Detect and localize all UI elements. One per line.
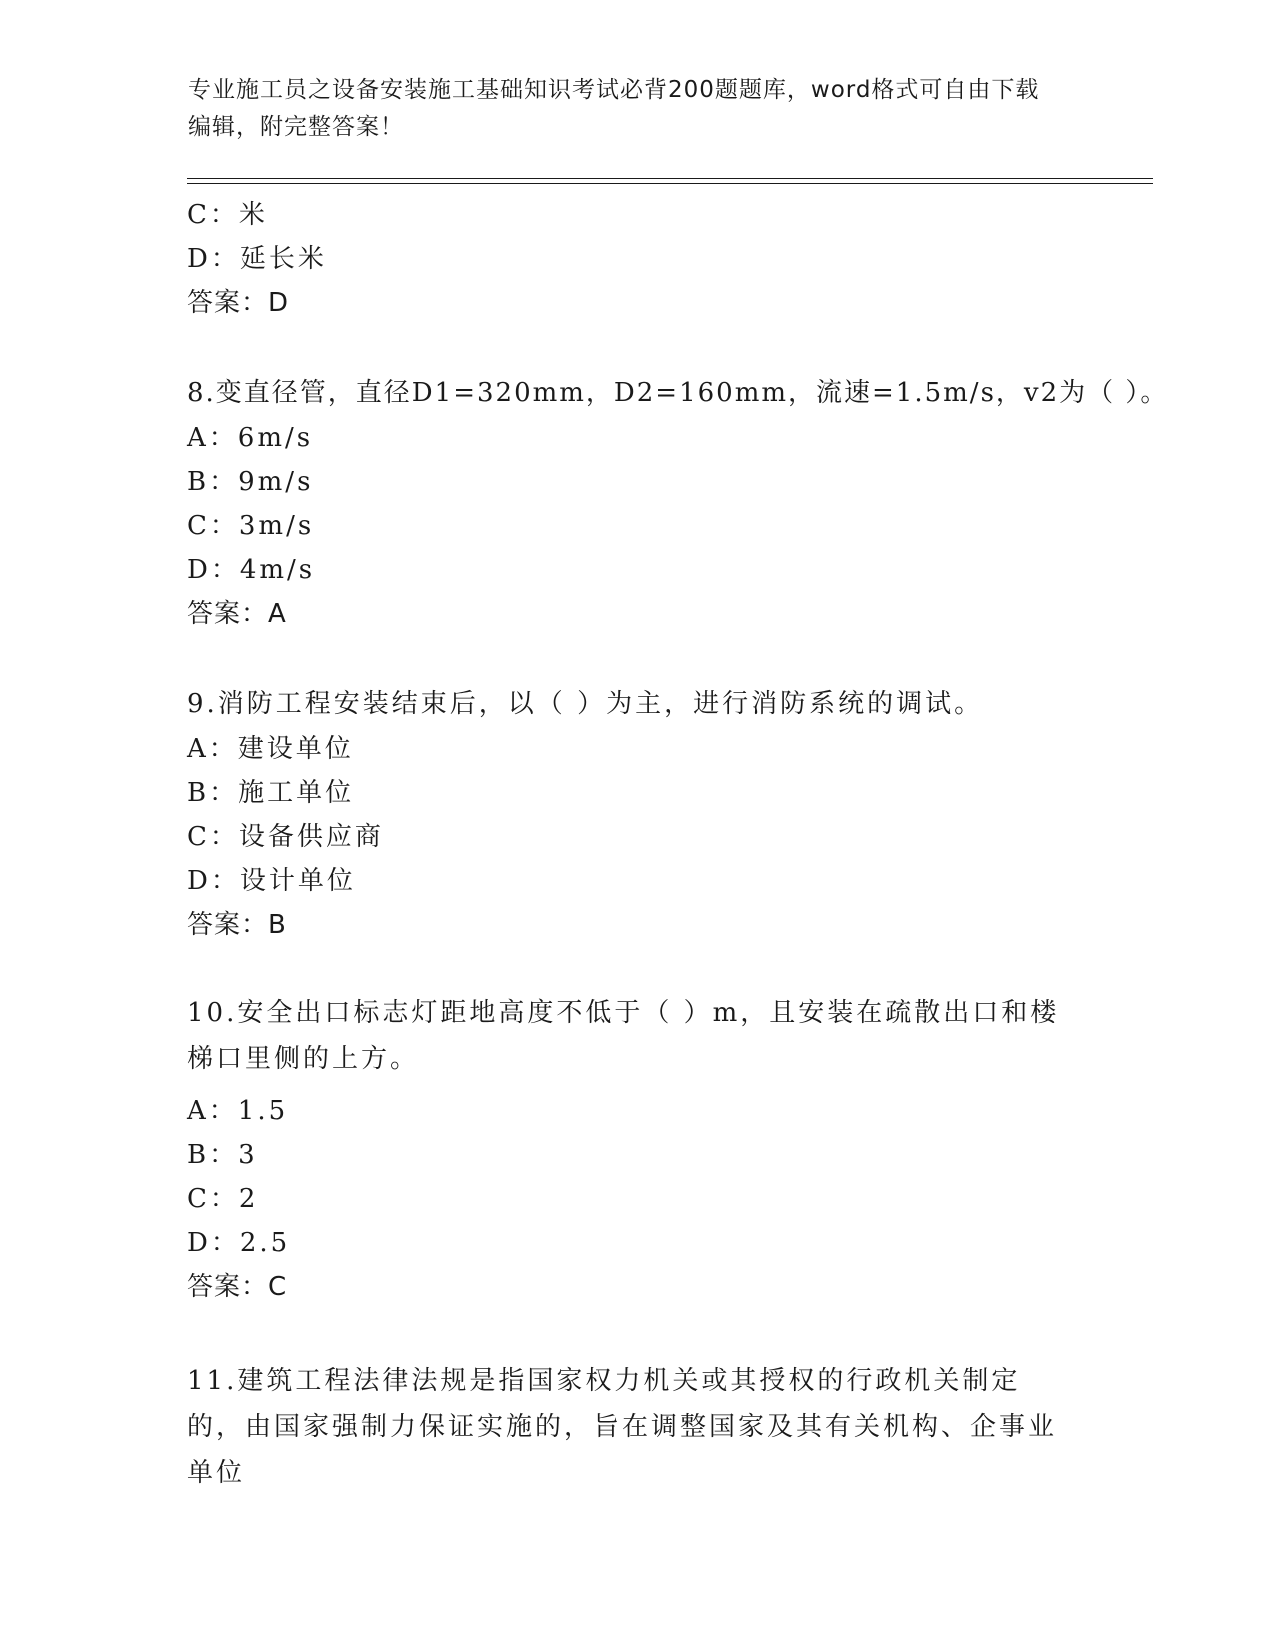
q8-answer: 答案：A — [187, 599, 287, 629]
header-divider-bottom — [187, 183, 1153, 184]
q9-stem: 9.消防工程安装结束后，以（ ）为主，进行消防系统的调试。 — [187, 689, 984, 719]
q8-option-a: A：6m/s — [187, 423, 314, 453]
q8-option-c: C：3m/s — [187, 511, 315, 541]
q9-answer: 答案：B — [187, 910, 287, 940]
q10-option-b: B：3 — [187, 1140, 258, 1170]
q8-option-b: B：9m/s — [187, 467, 314, 497]
q10-stem: 10.安全出口标志灯距地高度不低于（ ）m，且安装在疏散出口和楼梯口里侧的上方。 — [187, 998, 1060, 1074]
q10-option-d: D：2.5 — [187, 1228, 291, 1258]
q10-option-a: A：1.5 — [187, 1096, 289, 1126]
q7-option-d: D：延长米 — [187, 244, 327, 274]
q7-option-c: C：米 — [187, 200, 268, 230]
document-header — [188, 72, 1088, 146]
q10-answer: 答案：C — [187, 1272, 288, 1302]
header-line-2: 编辑，附完整答案！ — [188, 114, 404, 140]
q8-stem: 8.变直径管，直径D1=320mm，D2=160mm，流速=1.5m/s，v2为（ ）。 — [187, 378, 1169, 408]
q11-stem: 11.建筑工程法律法规是指国家权力机关或其授权的行政机关制定的，由国家强制力保证实施的，旨在调整国家及其有关机构、企事业单位 — [187, 1366, 1058, 1488]
q7-answer: 答案：D — [187, 288, 290, 318]
q9-option-c: C：设备供应商 — [187, 822, 384, 852]
q9-option-a: A：建设单位 — [187, 734, 354, 764]
header-divider-top — [187, 178, 1153, 179]
q9-option-d: D：设计单位 — [187, 866, 356, 896]
header-line-1: 专业施工员之设备安装施工基础知识考试必背200题题库，word格式可自由下载 — [188, 77, 1040, 103]
q9-option-b: B：施工单位 — [187, 778, 355, 808]
q8-option-d: D：4m/s — [187, 555, 316, 585]
q10-option-c: C：2 — [187, 1184, 259, 1214]
